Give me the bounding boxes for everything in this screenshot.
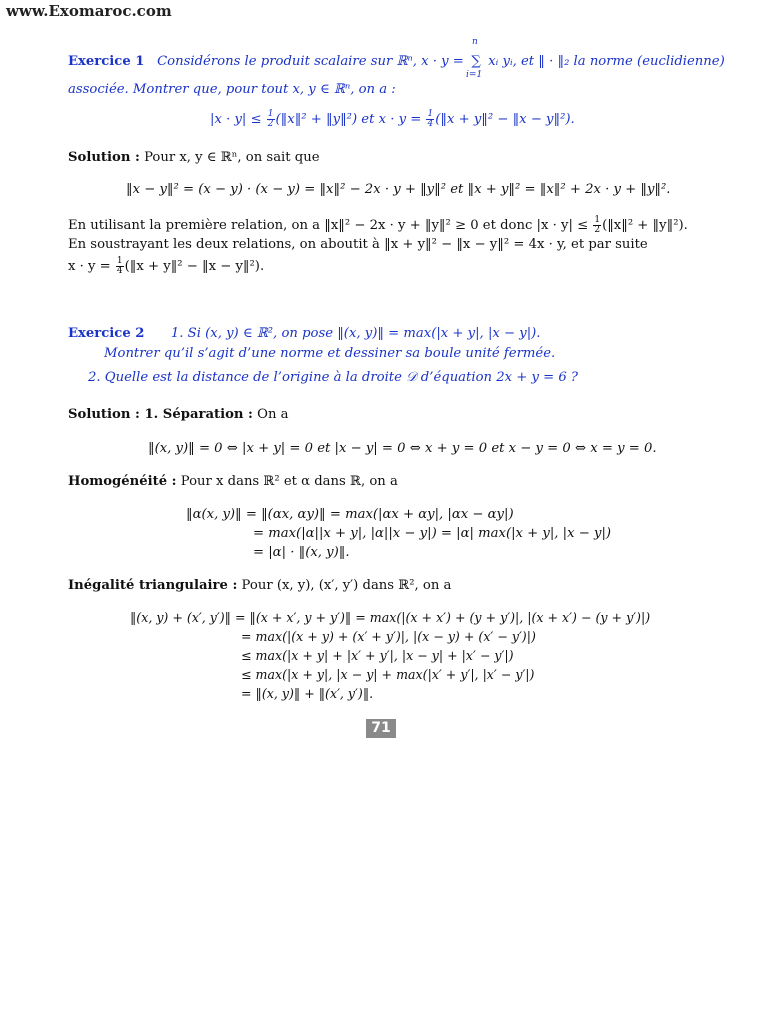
sum-upper-limit: n [472, 37, 478, 47]
exercise-1-text-b: xᵢ yᵢ, et ‖ · ‖₂ la norme (euclidienne) [484, 54, 725, 69]
fraction-denominator: 4 [116, 266, 123, 276]
fraction-numerator: 1 [594, 215, 601, 225]
homogeneity-line-3: = |α| · ‖(x, y)‖. [253, 545, 350, 560]
triangle-line-2: = max(|(x + y) + (x′ + y′)|, |(x − y) + (x′ − y′)|) [241, 629, 536, 644]
formula-part-b: (‖x‖² + ‖y‖²) et x · y = [275, 112, 426, 127]
solution-1-identities: ‖x − y‖² = (x − y) · (x − y) = ‖x‖² − 2x · y + ‖y‖² et ‖x + y‖² = ‖x‖² + 2x · y + ‖y‖². [126, 182, 671, 197]
solution-1-paragraph-line1 [68, 216, 688, 235]
formula-part-c: (‖x + y‖² − ‖x − y‖²). [435, 112, 575, 127]
formula-part-a: |x · y| ≤ [210, 112, 266, 127]
homogeneity-line-2: = max(|α||x + y|, |α||x − y|) = |α| max(|x + y|, |x − y|) [253, 526, 612, 541]
homogeneity-label: Homogénéité : [68, 474, 177, 489]
exercise-1-statement-line2: associée. Montrer que, pour tout x, y ∈ ℝⁿ, on a : [68, 82, 396, 97]
exercise-2-title: Exercice 2 [68, 326, 145, 341]
fraction-half [593, 216, 601, 235]
site-header: www.Exomaroc.com [6, 2, 172, 20]
paragraph-text: En utilisant la première relation, on a ‖x‖² − 2x · y + ‖y‖² ≥ 0 et donc |x · y| ≤ [68, 218, 593, 233]
separation-intro: On a [252, 407, 289, 422]
fraction-quarter [426, 110, 434, 129]
solution-1-paragraph-line2: En soustrayant les deux relations, on aboutit à ‖x + y‖² − ‖x − y‖² = 4x · y, et par suite [68, 237, 648, 252]
fraction-quarter [116, 257, 124, 276]
fraction-numerator: 1 [267, 109, 274, 119]
paragraph-text: x · y = [68, 259, 115, 274]
fraction-numerator: 1 [116, 256, 123, 266]
solution-2-label: Solution : 1. Séparation : [68, 407, 253, 422]
fraction-denominator: 2 [267, 119, 274, 129]
triangle-inequality-intro: Pour (x, y), (x′, y′) dans ℝ², on a [237, 578, 452, 593]
triangle-inequality-heading [68, 578, 451, 593]
homogeneity-heading [68, 474, 398, 489]
fraction-denominator: 2 [594, 225, 601, 235]
sum-lower-limit: i=1 [466, 70, 483, 80]
exercise-1-title: Exercice 1 [68, 54, 145, 69]
exercise-1-statement-line1 [68, 37, 725, 80]
sum-symbol [466, 37, 484, 80]
sum-sign: ∑ [471, 54, 481, 69]
paragraph-text: (‖x + y‖² − ‖x − y‖²). [124, 259, 265, 274]
solution-1-label: Solution : [68, 150, 140, 165]
triangle-line-3: ≤ max(|x + y| + |x′ + y′|, |x − y| + |x′ − y′|) [241, 648, 514, 663]
triangle-line-5: = ‖(x, y)‖ + ‖(x′, y′)‖. [241, 686, 374, 701]
homogeneity-line-1: ‖α(x, y)‖ = ‖(αx, αy)‖ = max(|αx + αy|, |αx − αy|) [186, 507, 514, 522]
exercise-2-question-2: 2. Quelle est la distance de l’origine à la droite 𝒟 d’équation 2x + y = 6 ? [88, 370, 578, 385]
fraction-denominator: 4 [427, 119, 434, 129]
exercise-2-question-1-continued: Montrer qu’il s’agit d’une norme et dessiner sa boule unité fermée. [104, 346, 556, 361]
homogeneity-intro: Pour x dans ℝ² et α dans ℝ, on a [176, 474, 398, 489]
solution-2-separation [68, 407, 289, 422]
triangle-inequality-label: Inégalité triangulaire : [68, 578, 238, 593]
triangle-line-1: ‖(x, y) + (x′, y′)‖ = ‖(x + x′, y + y′)‖ = max(|(x + x′) + (y + y′)|, |(x + x′) − (y + y′)|) [130, 610, 651, 625]
exercise-2-statement-line1 [68, 326, 540, 341]
solution-1-intro [68, 150, 320, 165]
exercise-1-text-a: Considérons le produit scalaire sur ℝⁿ, x · y = [157, 54, 469, 69]
triangle-line-4: ≤ max(|x + y|, |x − y| + max(|x′ + y′|, |x′ − y′|) [241, 667, 535, 682]
exercise-2-question-1: 1. Si (x, y) ∈ ℝ², on pose ‖(x, y)‖ = max(|x + y|, |x − y|). [170, 326, 541, 341]
fraction-half [267, 110, 275, 129]
exercise-1-formula [210, 110, 575, 129]
paragraph-text: (‖x‖² + ‖y‖²). [602, 218, 688, 233]
solution-1-intro-text: Pour x, y ∈ ℝⁿ, on sait que [139, 150, 320, 165]
separation-equation: ‖(x, y)‖ = 0 ⇔ |x + y| = 0 et |x − y| = 0 ⇔ x + y = 0 et x − y = 0 ⇔ x = y = 0. [148, 441, 657, 456]
solution-1-paragraph-line3 [68, 257, 264, 276]
page-number-badge: 71 [366, 719, 396, 738]
fraction-numerator: 1 [427, 109, 434, 119]
